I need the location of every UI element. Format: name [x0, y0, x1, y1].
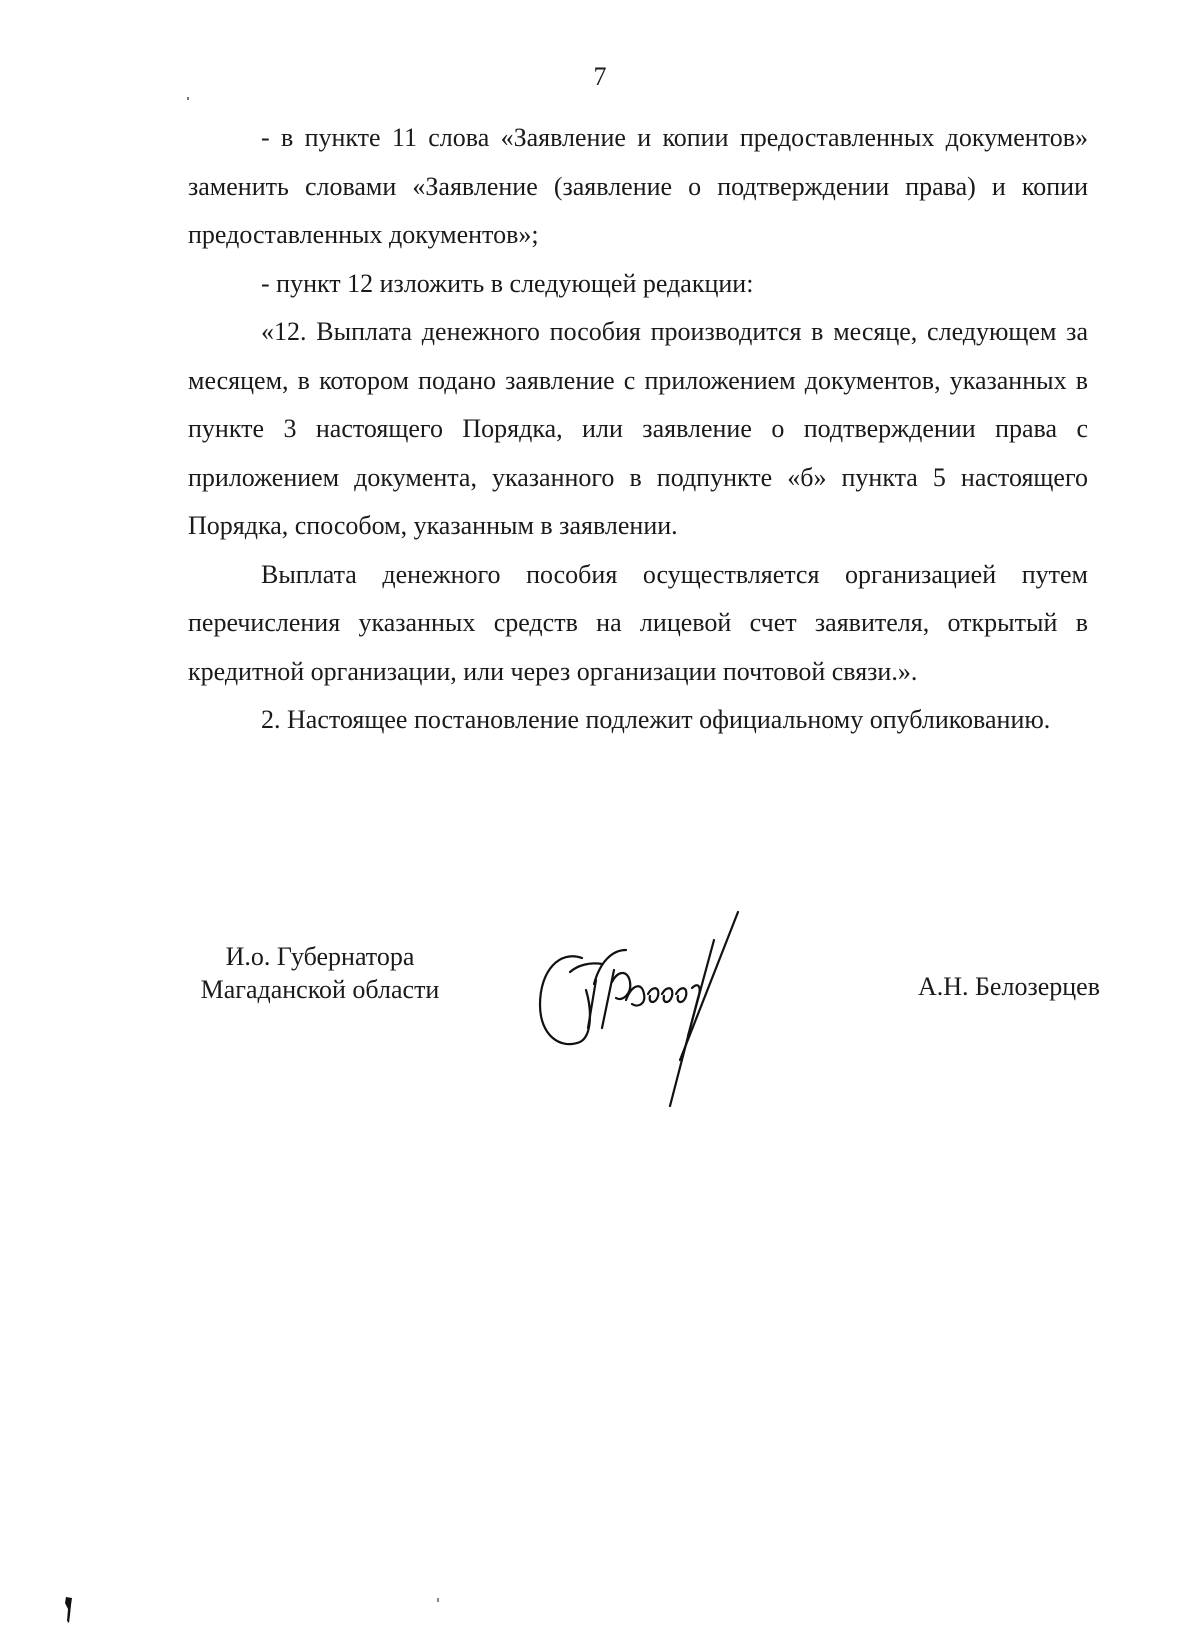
- document-body: [188, 114, 1088, 745]
- paragraph-amend-clause-11: - в пункте 11 слова «Заявление и копии предоставленных документов» заменить словами «Заявление (заявление о подтверждении права) и копии предоставленных документов»;: [188, 123, 1088, 249]
- handwritten-signature: [530, 910, 790, 1110]
- paragraph-publication: 2. Настоящее постановление подлежит официальному опубликованию.: [261, 705, 1051, 734]
- signatory-position-line2: Магаданской области: [200, 975, 440, 1004]
- signatory-name: А.Н. Белозерцев: [917, 972, 1100, 1001]
- signatory-position-line1: И.о. Губернатора: [225, 942, 415, 971]
- paragraph-clause-12-text: «12. Выплата денежного пособия производится в месяце, следующем за месяцем, в котором подано заявление с приложением документов, указанных в пункте 3 настоящего Порядка, или заявление о подтверждении права с приложением документа, указанного в подпункте «б» пункта 5 настоящего Порядка, способом, указанным в заявлении.: [188, 317, 1088, 540]
- signatory-position: [190, 940, 450, 1006]
- scan-speck: [437, 1598, 439, 1602]
- paragraph-payment-method: Выплата денежного пособия осуществляется организацией путем перечисления указанных средств на лицевой счет заявителя, открытый в кредитной организации, или через организации почтовой связи.».: [188, 559, 1088, 686]
- page-number: 7: [593, 62, 607, 91]
- scan-speck: [62, 1595, 76, 1625]
- signature-block: [0, 940, 1200, 1110]
- paragraph-amend-clause-12: - пункт 12 изложить в следующей редакции:: [261, 268, 754, 298]
- scan-speck: [187, 97, 189, 100]
